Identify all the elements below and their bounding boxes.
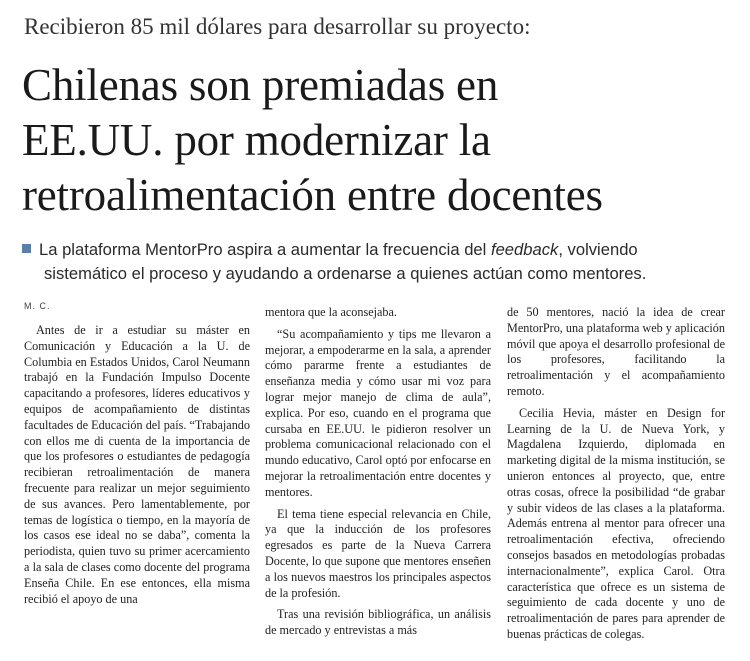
headline-line: Chilenas son premiadas en: [22, 60, 499, 110]
byline: M. C.: [24, 301, 51, 311]
square-bullet-icon: [22, 244, 31, 253]
column-1: [24, 323, 250, 607]
lead-italic: feedback: [490, 240, 559, 259]
headline-line: retroalimentación entre docentes: [22, 170, 603, 220]
lead-line: [22, 238, 727, 262]
article-kicker: Recibieron 85 mil dólares para desarrollar su proyecto:: [24, 14, 531, 39]
lead-line: sistemático el proceso y ayudando a ordenarse a quienes actúan como mentores.: [44, 264, 647, 283]
paragraph: Antes de ir a estudiar su máster en Comunicación y Educación a la U. de Columbia en Estados Unidos, Carol Neumann trabajó en la Fundación Impulso Docente capacitando a profesores, líderes educativos y equipos de acompañamiento de distintas facultades de Educación del país. “Trabajando con ellos me di cuenta de la importancia de que los profesores o estudiantes de pedagogía recibieran retroalimentación de manera frecuente para realizar un mejor seguimiento de sus avances. Pero lamentablemente, por temas de logística o tiempo, en la mayoría de los casos ese ideal no se daba”, comenta la periodista, quien tuvo su primer acercamiento a la sala de clases como docente del programa Enseña Chile. En ese entonces, ella misma recibió el apoyo de una: [24, 323, 250, 606]
lead-text: , volviendo: [558, 240, 638, 259]
paragraph: El tema tiene especial relevancia en Chile, ya que la inducción de los profesores egresados es parte de la Nueva Carrera Docente, lo que supone que mentores enseñen a los nuevos maestros los principales aspectos de la profesión.: [265, 506, 491, 600]
paragraph: mentora que la aconsejaba.: [265, 305, 397, 319]
article-headline: [22, 58, 732, 223]
paragraph: de 50 mentores, nació la idea de crear MentorPro, una plataforma web y aplicación móvil que apoya el desarrollo profesional de los profesores, facilitando la retroalimentación y el acompañamiento remoto.: [507, 305, 725, 398]
article-lead: [22, 238, 727, 286]
lead-text: La plataforma MentorPro aspira a aumentar la frecuencia del: [39, 240, 491, 259]
column-2: [265, 305, 491, 639]
paragraph: Tras una revisión bibliográfica, un análisis de mercado y entrevistas a más: [265, 607, 491, 638]
paragraph: Cecilia Hevia, máster en Design for Learning de la U. de Nueva York, y Magdalena Izquierdo, diplomada en marketing digital de la misma institución, se unieron entonces al proyecto, que, entre otras cosas, ofrece la posibilidad “de grabar y subir videos de las clases a la plataforma. Además entrena al mentor para ofrecer una retroalimentación efectiva, ofreciendo consejos basados en metodologías probadas internacionalmente”, explica Carol. Otra característica que ofrece es un sistema de seguimiento de cada docente y uno de retroalimentación de pares para aprender de buenas prácticas de colegas.: [507, 405, 725, 641]
headline-line: EE.UU. por modernizar la: [22, 115, 491, 165]
column-3: [507, 305, 725, 643]
paragraph: “Su acompañamiento y tips me llevaron a mejorar, a empoderarme en la sala, a aprender cómo pararme frente a estudiantes de enseñanza media y cómo usar mi voz para lograr mejor manejo de clima de aula”, explica. Por eso, cuando en el programa que cursaba en EE.UU. le pidieron resolver un problema comunicacional relacionado con el mundo educativo, Carol optó por enfocarse en mejorar la retroalimentación entre docentes y mentores.: [265, 326, 491, 499]
